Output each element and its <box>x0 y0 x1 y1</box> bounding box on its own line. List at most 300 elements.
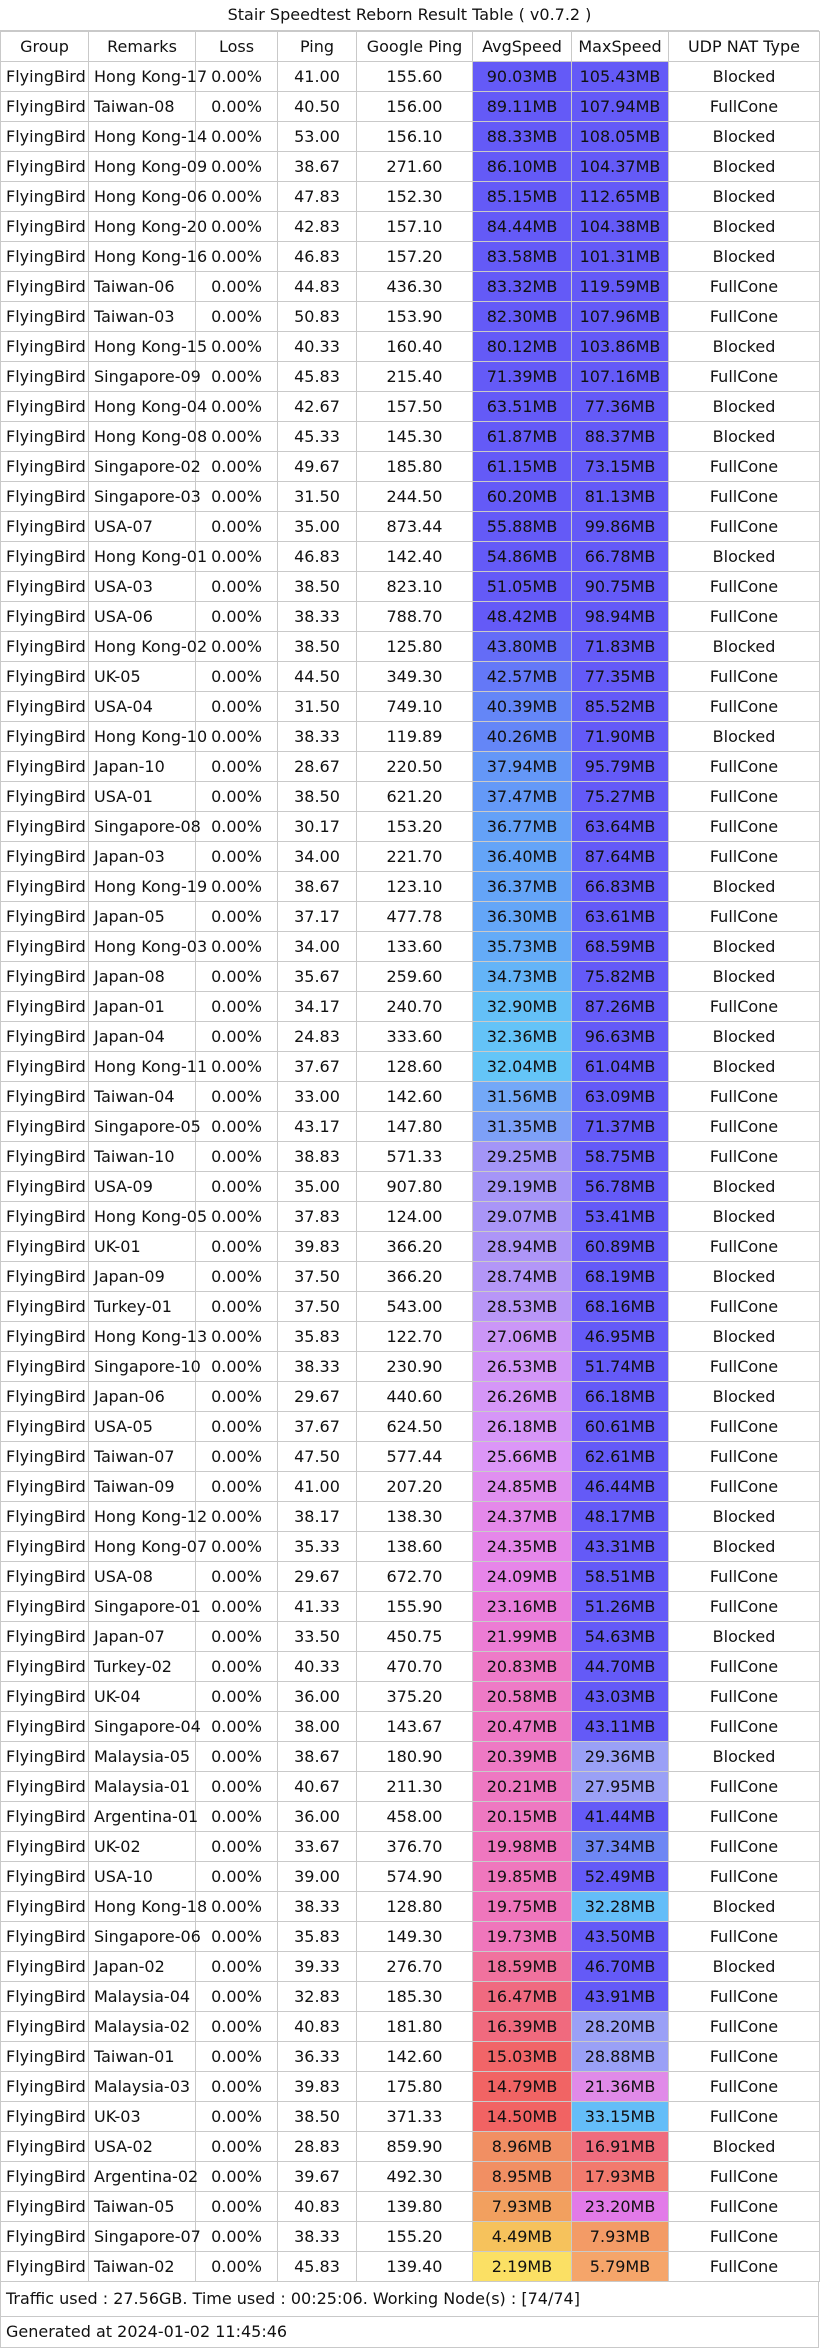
cell-ping: 35.33 <box>278 1532 357 1562</box>
cell-google-ping: 142.40 <box>357 542 473 572</box>
cell-max-speed: 96.63MB <box>572 1022 669 1052</box>
table-row <box>1 602 820 632</box>
cell-udp-nat-type: Blocked <box>669 122 820 152</box>
cell-avg-speed: 37.47MB <box>473 782 572 812</box>
table-row <box>1 1202 820 1232</box>
cell-ping: 29.67 <box>278 1382 357 1412</box>
cell-max-speed: 63.61MB <box>572 902 669 932</box>
cell-max-speed: 5.79MB <box>572 2252 669 2282</box>
cell-avg-speed: 24.35MB <box>473 1532 572 1562</box>
cell-remarks: Taiwan-07 <box>89 1442 196 1472</box>
cell-avg-speed: 35.73MB <box>473 932 572 962</box>
cell-max-speed: 27.95MB <box>572 1772 669 1802</box>
cell-udp-nat-type: Blocked <box>669 1202 820 1232</box>
table-row <box>1 1412 820 1442</box>
cell-udp-nat-type: Blocked <box>669 1262 820 1292</box>
cell-ping: 39.83 <box>278 2072 357 2102</box>
cell-google-ping: 220.50 <box>357 752 473 782</box>
cell-remarks: UK-02 <box>89 1832 196 1862</box>
table-row <box>1 242 820 272</box>
cell-ping: 45.33 <box>278 422 357 452</box>
table-row <box>1 272 820 302</box>
cell-remarks: Singapore-03 <box>89 482 196 512</box>
cell-max-speed: 99.86MB <box>572 512 669 542</box>
cell-google-ping: 458.00 <box>357 1802 473 1832</box>
cell-group: FlyingBird <box>1 1862 89 1892</box>
cell-max-speed: 71.90MB <box>572 722 669 752</box>
cell-google-ping: 577.44 <box>357 1442 473 1472</box>
cell-group: FlyingBird <box>1 2012 89 2042</box>
cell-group: FlyingBird <box>1 1232 89 1262</box>
cell-avg-speed: 20.58MB <box>473 1682 572 1712</box>
cell-max-speed: 119.59MB <box>572 272 669 302</box>
cell-ping: 42.83 <box>278 212 357 242</box>
cell-loss: 0.00% <box>196 1502 278 1532</box>
cell-max-speed: 7.93MB <box>572 2222 669 2252</box>
cell-ping: 38.50 <box>278 572 357 602</box>
table-row <box>1 1772 820 1802</box>
cell-google-ping: 155.90 <box>357 1592 473 1622</box>
cell-udp-nat-type: FullCone <box>669 2252 820 2282</box>
cell-remarks: Singapore-05 <box>89 1112 196 1142</box>
cell-avg-speed: 36.40MB <box>473 842 572 872</box>
cell-group: FlyingBird <box>1 1892 89 1922</box>
cell-remarks: Hong Kong-11 <box>89 1052 196 1082</box>
cell-loss: 0.00% <box>196 932 278 962</box>
cell-ping: 38.50 <box>278 782 357 812</box>
cell-ping: 31.50 <box>278 692 357 722</box>
table-row <box>1 1952 820 1982</box>
cell-loss: 0.00% <box>196 1862 278 1892</box>
cell-ping: 34.00 <box>278 932 357 962</box>
cell-group: FlyingBird <box>1 482 89 512</box>
cell-remarks: Taiwan-05 <box>89 2192 196 2222</box>
cell-remarks: Argentina-01 <box>89 1802 196 1832</box>
cell-google-ping: 211.30 <box>357 1772 473 1802</box>
cell-loss: 0.00% <box>196 1712 278 1742</box>
cell-ping: 38.33 <box>278 1892 357 1922</box>
cell-loss: 0.00% <box>196 1022 278 1052</box>
cell-google-ping: 621.20 <box>357 782 473 812</box>
cell-group: FlyingBird <box>1 1442 89 1472</box>
cell-ping: 40.33 <box>278 1652 357 1682</box>
cell-avg-speed: 2.19MB <box>473 2252 572 2282</box>
cell-avg-speed: 31.56MB <box>473 1082 572 1112</box>
table-row <box>1 2102 820 2132</box>
cell-udp-nat-type: FullCone <box>669 452 820 482</box>
cell-loss: 0.00% <box>196 302 278 332</box>
cell-group: FlyingBird <box>1 1472 89 1502</box>
cell-ping: 35.83 <box>278 1922 357 1952</box>
cell-remarks: Hong Kong-18 <box>89 1892 196 1922</box>
cell-group: FlyingBird <box>1 362 89 392</box>
cell-remarks: Singapore-07 <box>89 2222 196 2252</box>
cell-udp-nat-type: FullCone <box>669 2162 820 2192</box>
cell-ping: 37.17 <box>278 902 357 932</box>
cell-group: FlyingBird <box>1 2102 89 2132</box>
cell-ping: 46.83 <box>278 542 357 572</box>
cell-google-ping: 149.30 <box>357 1922 473 1952</box>
cell-google-ping: 624.50 <box>357 1412 473 1442</box>
cell-remarks: Hong Kong-09 <box>89 152 196 182</box>
cell-udp-nat-type: Blocked <box>669 542 820 572</box>
cell-google-ping: 133.60 <box>357 932 473 962</box>
cell-remarks: Japan-01 <box>89 992 196 1022</box>
table-row <box>1 632 820 662</box>
cell-remarks: Hong Kong-05 <box>89 1202 196 1232</box>
cell-group: FlyingBird <box>1 1982 89 2012</box>
cell-avg-speed: 28.74MB <box>473 1262 572 1292</box>
cell-remarks: Taiwan-08 <box>89 92 196 122</box>
cell-ping: 43.17 <box>278 1112 357 1142</box>
cell-loss: 0.00% <box>196 842 278 872</box>
table-row <box>1 1502 820 1532</box>
cell-remarks: UK-01 <box>89 1232 196 1262</box>
cell-google-ping: 155.20 <box>357 2222 473 2252</box>
cell-group: FlyingBird <box>1 1772 89 1802</box>
cell-loss: 0.00% <box>196 1562 278 1592</box>
cell-udp-nat-type: FullCone <box>669 512 820 542</box>
cell-max-speed: 107.96MB <box>572 302 669 332</box>
cell-group: FlyingBird <box>1 242 89 272</box>
cell-udp-nat-type: FullCone <box>669 812 820 842</box>
cell-ping: 53.00 <box>278 122 357 152</box>
cell-udp-nat-type: FullCone <box>669 1412 820 1442</box>
header-loss: Loss <box>196 32 278 62</box>
table-row <box>1 1922 820 1952</box>
cell-remarks: Japan-02 <box>89 1952 196 1982</box>
table-row <box>1 782 820 812</box>
cell-loss: 0.00% <box>196 1412 278 1442</box>
cell-ping: 38.33 <box>278 2222 357 2252</box>
cell-ping: 35.67 <box>278 962 357 992</box>
cell-google-ping: 124.00 <box>357 1202 473 1232</box>
cell-avg-speed: 84.44MB <box>473 212 572 242</box>
cell-ping: 37.67 <box>278 1412 357 1442</box>
cell-max-speed: 68.59MB <box>572 932 669 962</box>
cell-avg-speed: 43.80MB <box>473 632 572 662</box>
cell-avg-speed: 32.04MB <box>473 1052 572 1082</box>
cell-group: FlyingBird <box>1 1712 89 1742</box>
table-row <box>1 332 820 362</box>
cell-remarks: Malaysia-04 <box>89 1982 196 2012</box>
table-row <box>1 1562 820 1592</box>
cell-udp-nat-type: FullCone <box>669 272 820 302</box>
cell-udp-nat-type: Blocked <box>669 1952 820 1982</box>
header-remarks: Remarks <box>89 32 196 62</box>
cell-max-speed: 60.89MB <box>572 1232 669 1262</box>
cell-remarks: Hong Kong-10 <box>89 722 196 752</box>
cell-remarks: Singapore-10 <box>89 1352 196 1382</box>
cell-group: FlyingBird <box>1 512 89 542</box>
cell-remarks: USA-08 <box>89 1562 196 1592</box>
cell-max-speed: 77.36MB <box>572 392 669 422</box>
cell-udp-nat-type: FullCone <box>669 1862 820 1892</box>
cell-udp-nat-type: Blocked <box>669 1052 820 1082</box>
cell-max-speed: 71.37MB <box>572 1112 669 1142</box>
cell-ping: 38.67 <box>278 152 357 182</box>
cell-google-ping: 153.20 <box>357 812 473 842</box>
cell-loss: 0.00% <box>196 452 278 482</box>
cell-google-ping: 128.60 <box>357 1052 473 1082</box>
cell-remarks: USA-10 <box>89 1862 196 1892</box>
cell-udp-nat-type: FullCone <box>669 1652 820 1682</box>
cell-group: FlyingBird <box>1 1502 89 1532</box>
cell-udp-nat-type: FullCone <box>669 842 820 872</box>
table-row <box>1 2132 820 2162</box>
cell-remarks: Taiwan-06 <box>89 272 196 302</box>
cell-avg-speed: 19.75MB <box>473 1892 572 1922</box>
table-row <box>1 2252 820 2282</box>
cell-loss: 0.00% <box>196 2162 278 2192</box>
cell-remarks: Japan-07 <box>89 1622 196 1652</box>
cell-group: FlyingBird <box>1 1922 89 1952</box>
cell-loss: 0.00% <box>196 1352 278 1382</box>
cell-loss: 0.00% <box>196 1112 278 1142</box>
cell-google-ping: 145.30 <box>357 422 473 452</box>
cell-loss: 0.00% <box>196 152 278 182</box>
cell-avg-speed: 24.85MB <box>473 1472 572 1502</box>
cell-remarks: Japan-09 <box>89 1262 196 1292</box>
cell-loss: 0.00% <box>196 482 278 512</box>
table-row <box>1 1592 820 1622</box>
cell-max-speed: 85.52MB <box>572 692 669 722</box>
cell-loss: 0.00% <box>196 1532 278 1562</box>
cell-ping: 41.00 <box>278 62 357 92</box>
cell-avg-speed: 85.15MB <box>473 182 572 212</box>
table-row <box>1 392 820 422</box>
cell-loss: 0.00% <box>196 1232 278 1262</box>
cell-avg-speed: 15.03MB <box>473 2042 572 2072</box>
cell-max-speed: 66.18MB <box>572 1382 669 1412</box>
cell-google-ping: 122.70 <box>357 1322 473 1352</box>
cell-max-speed: 105.43MB <box>572 62 669 92</box>
table-row <box>1 362 820 392</box>
cell-avg-speed: 8.95MB <box>473 2162 572 2192</box>
cell-udp-nat-type: FullCone <box>669 1352 820 1382</box>
cell-avg-speed: 20.39MB <box>473 1742 572 1772</box>
cell-avg-speed: 19.98MB <box>473 1832 572 1862</box>
cell-remarks: Hong Kong-20 <box>89 212 196 242</box>
cell-loss: 0.00% <box>196 782 278 812</box>
table-body <box>1 62 820 2282</box>
cell-group: FlyingBird <box>1 1082 89 1112</box>
cell-ping: 38.67 <box>278 872 357 902</box>
cell-remarks: Japan-05 <box>89 902 196 932</box>
cell-ping: 35.83 <box>278 1322 357 1352</box>
cell-google-ping: 142.60 <box>357 1082 473 1112</box>
cell-ping: 33.50 <box>278 1622 357 1652</box>
cell-google-ping: 156.10 <box>357 122 473 152</box>
cell-ping: 36.00 <box>278 1802 357 1832</box>
cell-avg-speed: 28.53MB <box>473 1292 572 1322</box>
cell-remarks: Taiwan-09 <box>89 1472 196 1502</box>
cell-avg-speed: 27.06MB <box>473 1322 572 1352</box>
table-row <box>1 62 820 92</box>
cell-loss: 0.00% <box>196 2222 278 2252</box>
cell-remarks: Singapore-01 <box>89 1592 196 1622</box>
table-row <box>1 812 820 842</box>
cell-ping: 37.83 <box>278 1202 357 1232</box>
cell-avg-speed: 29.25MB <box>473 1142 572 1172</box>
cell-ping: 36.33 <box>278 2042 357 2072</box>
cell-udp-nat-type: Blocked <box>669 1742 820 1772</box>
cell-udp-nat-type: Blocked <box>669 242 820 272</box>
cell-google-ping: 119.89 <box>357 722 473 752</box>
cell-google-ping: 259.60 <box>357 962 473 992</box>
cell-ping: 42.67 <box>278 392 357 422</box>
cell-remarks: Hong Kong-07 <box>89 1532 196 1562</box>
cell-max-speed: 66.83MB <box>572 872 669 902</box>
cell-ping: 39.83 <box>278 1232 357 1262</box>
table-row <box>1 752 820 782</box>
generated-timestamp: Generated at 2024-01-02 11:45:46 <box>0 2317 819 2348</box>
cell-ping: 40.83 <box>278 2012 357 2042</box>
cell-max-speed: 33.15MB <box>572 2102 669 2132</box>
cell-max-speed: 56.78MB <box>572 1172 669 1202</box>
cell-remarks: Hong Kong-19 <box>89 872 196 902</box>
cell-group: FlyingBird <box>1 1112 89 1142</box>
cell-group: FlyingBird <box>1 302 89 332</box>
cell-google-ping: 333.60 <box>357 1022 473 1052</box>
cell-loss: 0.00% <box>196 572 278 602</box>
cell-avg-speed: 61.15MB <box>473 452 572 482</box>
cell-google-ping: 349.30 <box>357 662 473 692</box>
cell-google-ping: 143.67 <box>357 1712 473 1742</box>
cell-avg-speed: 20.83MB <box>473 1652 572 1682</box>
cell-avg-speed: 40.26MB <box>473 722 572 752</box>
cell-google-ping: 139.40 <box>357 2252 473 2282</box>
cell-group: FlyingBird <box>1 272 89 302</box>
cell-udp-nat-type: Blocked <box>669 152 820 182</box>
cell-udp-nat-type: FullCone <box>669 1112 820 1142</box>
cell-ping: 37.50 <box>278 1262 357 1292</box>
table-row <box>1 2222 820 2252</box>
cell-udp-nat-type: Blocked <box>669 62 820 92</box>
cell-udp-nat-type: FullCone <box>669 1142 820 1172</box>
cell-google-ping: 271.60 <box>357 152 473 182</box>
cell-udp-nat-type: Blocked <box>669 422 820 452</box>
cell-remarks: USA-05 <box>89 1412 196 1442</box>
cell-remarks: UK-05 <box>89 662 196 692</box>
cell-google-ping: 155.60 <box>357 62 473 92</box>
cell-group: FlyingBird <box>1 812 89 842</box>
cell-udp-nat-type: FullCone <box>669 1292 820 1322</box>
table-row <box>1 842 820 872</box>
cell-google-ping: 157.50 <box>357 392 473 422</box>
cell-google-ping: 207.20 <box>357 1472 473 1502</box>
cell-group: FlyingBird <box>1 2132 89 2162</box>
cell-max-speed: 107.94MB <box>572 92 669 122</box>
cell-remarks: Hong Kong-17 <box>89 62 196 92</box>
cell-ping: 45.83 <box>278 362 357 392</box>
cell-group: FlyingBird <box>1 1592 89 1622</box>
cell-udp-nat-type: FullCone <box>669 2042 820 2072</box>
cell-ping: 38.33 <box>278 602 357 632</box>
cell-udp-nat-type: Blocked <box>669 962 820 992</box>
cell-ping: 37.50 <box>278 1292 357 1322</box>
cell-group: FlyingBird <box>1 92 89 122</box>
cell-max-speed: 54.63MB <box>572 1622 669 1652</box>
cell-ping: 34.00 <box>278 842 357 872</box>
cell-udp-nat-type: FullCone <box>669 1802 820 1832</box>
cell-avg-speed: 34.73MB <box>473 962 572 992</box>
cell-max-speed: 46.70MB <box>572 1952 669 1982</box>
cell-loss: 0.00% <box>196 1142 278 1172</box>
cell-max-speed: 75.82MB <box>572 962 669 992</box>
cell-loss: 0.00% <box>196 632 278 662</box>
cell-remarks: Malaysia-05 <box>89 1742 196 1772</box>
cell-group: FlyingBird <box>1 842 89 872</box>
cell-loss: 0.00% <box>196 62 278 92</box>
cell-google-ping: 138.60 <box>357 1532 473 1562</box>
header-ping: Ping <box>278 32 357 62</box>
cell-google-ping: 375.20 <box>357 1682 473 1712</box>
cell-group: FlyingBird <box>1 392 89 422</box>
cell-remarks: Hong Kong-04 <box>89 392 196 422</box>
cell-loss: 0.00% <box>196 2042 278 2072</box>
cell-group: FlyingBird <box>1 632 89 662</box>
cell-ping: 39.00 <box>278 1862 357 1892</box>
cell-google-ping: 157.10 <box>357 212 473 242</box>
cell-max-speed: 87.64MB <box>572 842 669 872</box>
cell-max-speed: 37.34MB <box>572 1832 669 1862</box>
table-row <box>1 122 820 152</box>
cell-avg-speed: 14.50MB <box>473 2102 572 2132</box>
cell-udp-nat-type: Blocked <box>669 1532 820 1562</box>
cell-google-ping: 128.80 <box>357 1892 473 1922</box>
cell-group: FlyingBird <box>1 1292 89 1322</box>
cell-loss: 0.00% <box>196 1922 278 1952</box>
cell-avg-speed: 25.66MB <box>473 1442 572 1472</box>
cell-google-ping: 276.70 <box>357 1952 473 1982</box>
cell-ping: 41.00 <box>278 1472 357 1502</box>
cell-max-speed: 73.15MB <box>572 452 669 482</box>
cell-udp-nat-type: FullCone <box>669 1832 820 1862</box>
cell-loss: 0.00% <box>196 752 278 782</box>
cell-udp-nat-type: Blocked <box>669 332 820 362</box>
cell-avg-speed: 88.33MB <box>473 122 572 152</box>
cell-remarks: Hong Kong-15 <box>89 332 196 362</box>
cell-max-speed: 90.75MB <box>572 572 669 602</box>
cell-avg-speed: 63.51MB <box>473 392 572 422</box>
cell-google-ping: 440.60 <box>357 1382 473 1412</box>
cell-google-ping: 366.20 <box>357 1232 473 1262</box>
cell-udp-nat-type: FullCone <box>669 1232 820 1262</box>
table-row <box>1 1682 820 1712</box>
cell-loss: 0.00% <box>196 692 278 722</box>
cell-remarks: Malaysia-03 <box>89 2072 196 2102</box>
cell-udp-nat-type: Blocked <box>669 1322 820 1352</box>
cell-udp-nat-type: Blocked <box>669 872 820 902</box>
cell-group: FlyingBird <box>1 1622 89 1652</box>
table-row <box>1 182 820 212</box>
cell-ping: 50.83 <box>278 302 357 332</box>
table-row <box>1 962 820 992</box>
cell-ping: 35.00 <box>278 1172 357 1202</box>
cell-avg-speed: 51.05MB <box>473 572 572 602</box>
table-row <box>1 1322 820 1352</box>
cell-avg-speed: 54.86MB <box>473 542 572 572</box>
cell-max-speed: 17.93MB <box>572 2162 669 2192</box>
traffic-summary: Traffic used : 27.56GB. Time used : 00:25:06. Working Node(s) : [74/74] <box>0 2282 819 2317</box>
header-row <box>1 32 820 62</box>
cell-loss: 0.00% <box>196 2132 278 2162</box>
cell-udp-nat-type: FullCone <box>669 692 820 722</box>
cell-max-speed: 52.49MB <box>572 1862 669 1892</box>
cell-google-ping: 571.33 <box>357 1142 473 1172</box>
header-max-speed: MaxSpeed <box>572 32 669 62</box>
